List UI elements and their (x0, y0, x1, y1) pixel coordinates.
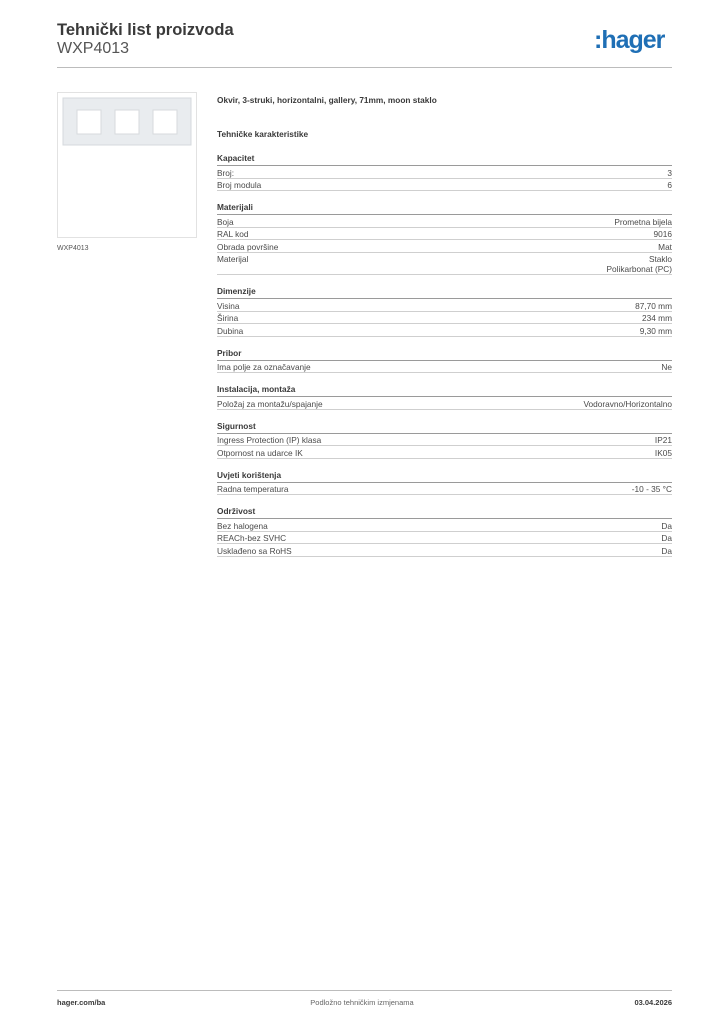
spec-label: REACh-bez SVHC (217, 533, 287, 543)
spec-value (661, 362, 672, 372)
spec-value (583, 399, 672, 409)
spec-value-line: 3 (667, 167, 672, 178)
spec-row (217, 434, 672, 447)
spec-label: Ingress Protection (IP) klasa (217, 435, 322, 445)
product-code: WXP4013 (57, 40, 130, 57)
spec-content (217, 95, 672, 568)
spec-value-line: Vodoravno/Horizontalno (583, 398, 672, 409)
hager-logo (594, 26, 674, 56)
header-divider (57, 67, 672, 68)
spec-value-line: 234 mm (642, 313, 672, 323)
spec-section (217, 286, 672, 337)
spec-value-line: Mat (658, 241, 672, 252)
section-title: Kapacitet (217, 153, 672, 166)
spec-sections (217, 153, 672, 557)
spec-row (217, 324, 672, 337)
section-title: Materijali (217, 202, 672, 215)
spec-section (217, 470, 672, 496)
spec-row (217, 446, 672, 459)
spec-value-line: Ne (661, 362, 672, 372)
spec-label: RAL kod (217, 229, 249, 239)
spec-label: Ima polje za označavanje (217, 362, 311, 372)
spec-value (654, 229, 672, 239)
spec-row (217, 483, 672, 496)
spec-row (217, 397, 672, 410)
footer-divider (57, 990, 672, 991)
spec-row (217, 179, 672, 192)
spec-value (635, 301, 672, 311)
spec-value-line: 6 (667, 180, 672, 190)
spec-value (661, 533, 672, 543)
spec-section (217, 202, 672, 275)
footer-notice: Podložno tehničkim izmjenama (310, 998, 414, 1007)
spec-label: Položaj za montažu/spajanje (217, 398, 323, 409)
spec-row (217, 166, 672, 179)
spec-value (658, 242, 672, 252)
spec-row (217, 215, 672, 228)
spec-row (217, 228, 672, 241)
spec-value (632, 484, 672, 494)
spec-row (217, 299, 672, 312)
spec-section (217, 421, 672, 459)
spec-value (655, 448, 672, 458)
spec-value-line: IP21 (654, 435, 672, 445)
spec-value (667, 168, 672, 178)
spec-section (217, 348, 672, 374)
spec-row (217, 361, 672, 374)
spec-value-line: Da (661, 545, 672, 556)
spec-label: Broj: (217, 167, 235, 178)
spec-section (217, 384, 672, 410)
spec-value-line: 9,30 mm (639, 325, 672, 336)
footer-website[interactable]: hager.com/ba (57, 998, 106, 1007)
spec-label: Usklađeno sa RoHS (217, 545, 292, 556)
logo-text: :hager (594, 26, 665, 54)
spec-label: Otpornost na udarce IK (217, 447, 303, 458)
spec-value-line: 87,70 mm (635, 300, 672, 311)
spec-label: Širina (217, 313, 239, 323)
document-title: Tehnički list proizvoda (57, 21, 234, 39)
section-title: Instalacija, montaža (217, 384, 672, 397)
spec-value (640, 326, 672, 336)
spec-label: Visina (217, 300, 240, 311)
spec-value (661, 546, 672, 556)
section-title: Uvjeti korištenja (217, 470, 672, 483)
spec-label: Obrada površine (217, 241, 279, 252)
spec-label: Materijal (217, 254, 249, 264)
section-title: Održivost (217, 506, 672, 519)
product-image (57, 92, 197, 238)
image-caption: WXP4013 (57, 245, 89, 252)
spec-row (217, 240, 672, 253)
spec-row (217, 532, 672, 545)
tech-characteristics-heading: Tehničke karakteristike (217, 129, 309, 139)
spec-section (217, 506, 672, 557)
spec-label: Dubina (217, 325, 244, 336)
spec-value-line: 9016 (653, 229, 672, 239)
spec-section (217, 153, 672, 191)
spec-label: Broj modula (217, 180, 262, 190)
spec-label: Radna temperatura (217, 484, 289, 494)
section-title: Dimenzije (217, 286, 672, 299)
spec-value (661, 521, 672, 531)
spec-value-line: Da (661, 533, 672, 543)
product-description: Okvir, 3-struki, horizontalni, gallery, 71mm, moon staklo (217, 95, 437, 105)
spec-row (217, 253, 672, 276)
spec-value-line: Staklo (648, 254, 672, 264)
spec-value (614, 217, 672, 227)
section-title: Pribor (217, 348, 672, 361)
spec-value-line: Da (661, 520, 672, 531)
spec-row (217, 544, 672, 557)
spec-value-line: -10 - 35 °C (631, 484, 672, 494)
spec-value-line: Polikarbonat (PC) (606, 264, 672, 274)
spec-label: Bez halogena (217, 520, 268, 531)
spec-row (217, 519, 672, 532)
spec-value (607, 254, 672, 274)
footer-date: 03.04.2026 (634, 998, 672, 1007)
spec-value (667, 180, 672, 190)
spec-value (642, 313, 672, 323)
spec-value-line: Prometna bijela (614, 216, 672, 227)
spec-label: Boja (217, 216, 234, 227)
spec-value (655, 435, 672, 445)
section-title: Sigurnost (217, 421, 672, 434)
spec-row (217, 312, 672, 325)
spec-value-line: IK05 (654, 447, 672, 458)
